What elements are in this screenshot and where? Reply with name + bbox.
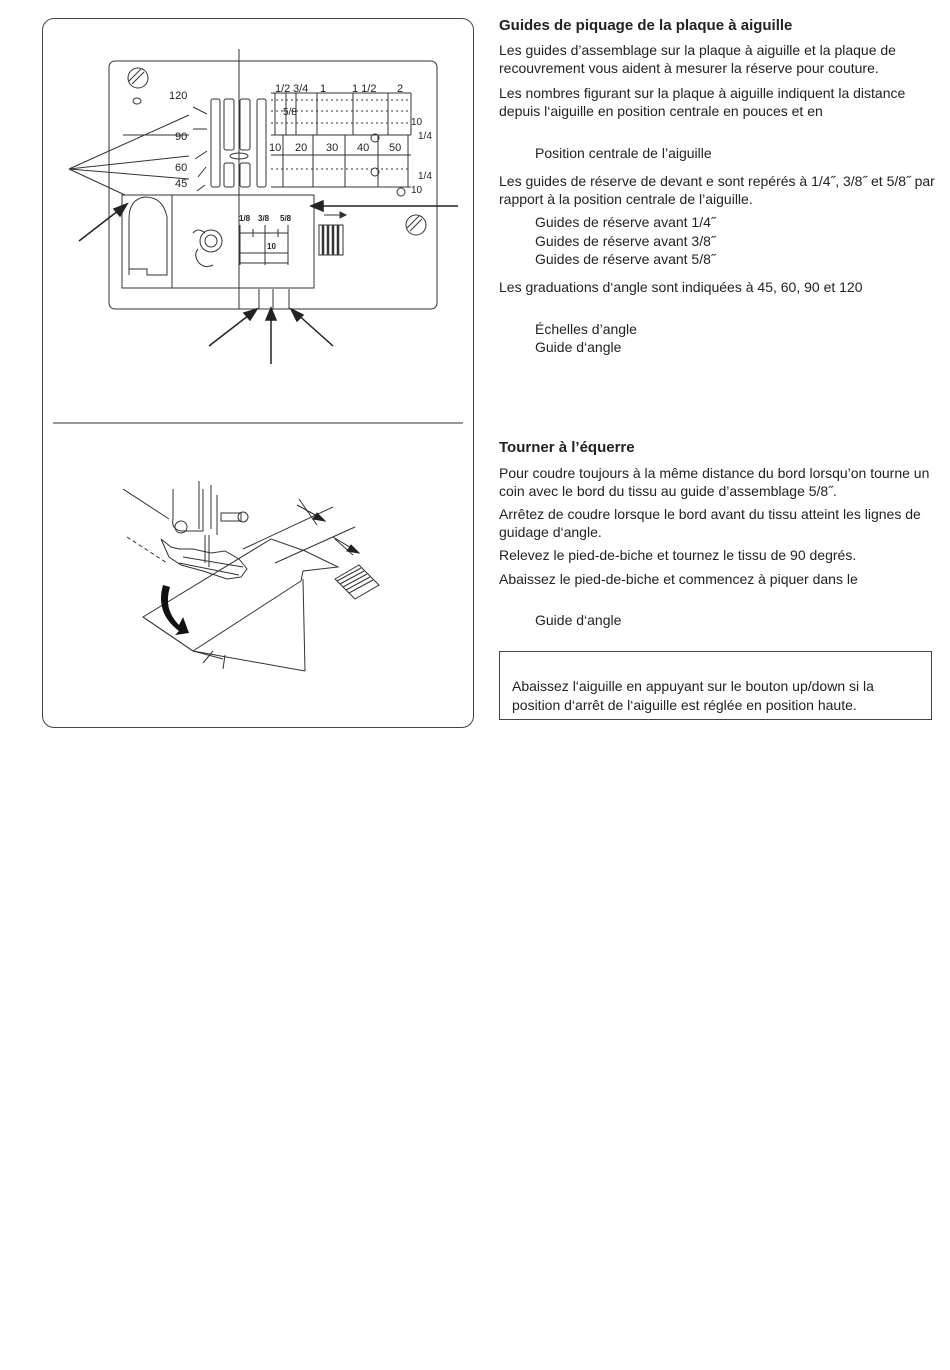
metric-label-10: 10 <box>269 142 282 154</box>
metric-label-30: 30 <box>326 142 339 154</box>
needle-plate-illustration <box>69 49 437 309</box>
angle-label-120: 120 <box>169 90 188 102</box>
front-guide-1-8: 1/8 <box>239 214 251 223</box>
inch-label-2: 2 <box>397 83 404 95</box>
metric-label-20: 20 <box>295 142 308 154</box>
seam-guides-paragraph-3: Les guides de réserve de devant e sont repérés à 1/4˝, 3/8˝ et 5/8˝ par rapport à la position centrale de l’aiguille. <box>499 173 935 207</box>
front-guide-3-8: 3/8 <box>258 214 270 223</box>
illustration-svg <box>43 19 475 729</box>
seam-guides-paragraph-1: Les guides d’assemblage sur la plaque à aiguille et la plaque de recouvrement vous aident à mesurer la réserve pour couture. <box>499 42 896 76</box>
section-title-corner: Tourner à l’équerre <box>499 439 635 456</box>
angle-label-60: 60 <box>175 162 188 174</box>
metric-label-40: 40 <box>357 142 370 154</box>
angle-label-90: 90 <box>175 131 188 143</box>
presser-foot-illustration <box>123 481 379 671</box>
seam-guides-paragraph-2: Les nombres figurant sur la plaque à aiguille indiquent la distance depuis l‘aiguille en position centrale en pouces et en <box>499 85 906 119</box>
legend-front-guide-14: Guides de réserve avant 1/4˝ <box>535 214 716 230</box>
legend-center-needle: Position centrale de l’aiguille <box>535 145 712 161</box>
legend-angle-guide: Guide d‘angle <box>535 339 622 355</box>
plate-labels <box>169 83 432 251</box>
corner-paragraph-1: Pour coudre toujours à la même distance du bord lorsqu’on tourne un coin avec le bord du tissu au guide d’assemblage 5/8˝. <box>499 465 930 499</box>
section-title-seam-guides: Guides de piquage de la plaque à aiguille <box>499 17 793 34</box>
right-label-1-4-bottom: 1/4 <box>418 171 432 182</box>
corner-paragraph-3: Relevez le pied-de-biche et tournez le tissu de 90 degrés. <box>499 547 857 563</box>
front-guide-10: 10 <box>267 242 276 251</box>
inch-label-1: 1 <box>320 83 327 95</box>
corner-paragraph-4: Abaissez le pied-de-biche et commencez à piquer dans le <box>499 571 858 587</box>
right-label-1-4-top: 1/4 <box>418 131 432 142</box>
inch-label-3-4: 3/4 <box>293 83 309 95</box>
legend-angle-scales: Échelles d’angle <box>535 321 637 337</box>
right-label-10-bottom: 10 <box>411 185 423 196</box>
front-guide-5-8: 5/8 <box>280 214 292 223</box>
note-box <box>499 651 932 720</box>
seam-guides-paragraph-4: Les graduations d‘angle sont indiquées à 45, 60, 90 et 120 <box>499 279 863 295</box>
angle-label-45: 45 <box>175 178 188 190</box>
metric-label-50: 50 <box>389 142 402 154</box>
note-text: Abaissez l‘aiguille en appuyant sur le bouton up/down si la position d‘arrêt de l‘aiguille est réglée en position haute. <box>512 678 874 713</box>
legend-front-guide-58: Guides de réserve avant 5/8˝ <box>535 251 716 267</box>
legend-corner-angle-guide: Guide d‘angle <box>535 612 622 628</box>
inch-label-1-1-2: 1 1/2 <box>352 83 377 95</box>
inch-label-5-8: 5/8 <box>283 107 297 118</box>
plate-callout-arrows <box>79 201 458 364</box>
illustration-panel <box>42 18 474 728</box>
corner-paragraph-2: Arrêtez de coudre lorsque le bord avant du tissu atteint les lignes de guidage d‘angle. <box>499 506 921 540</box>
legend-front-guide-38: Guides de réserve avant 3/8˝ <box>535 233 716 249</box>
right-label-10-top: 10 <box>411 117 423 128</box>
inch-label-1-2: 1/2 <box>275 83 291 95</box>
